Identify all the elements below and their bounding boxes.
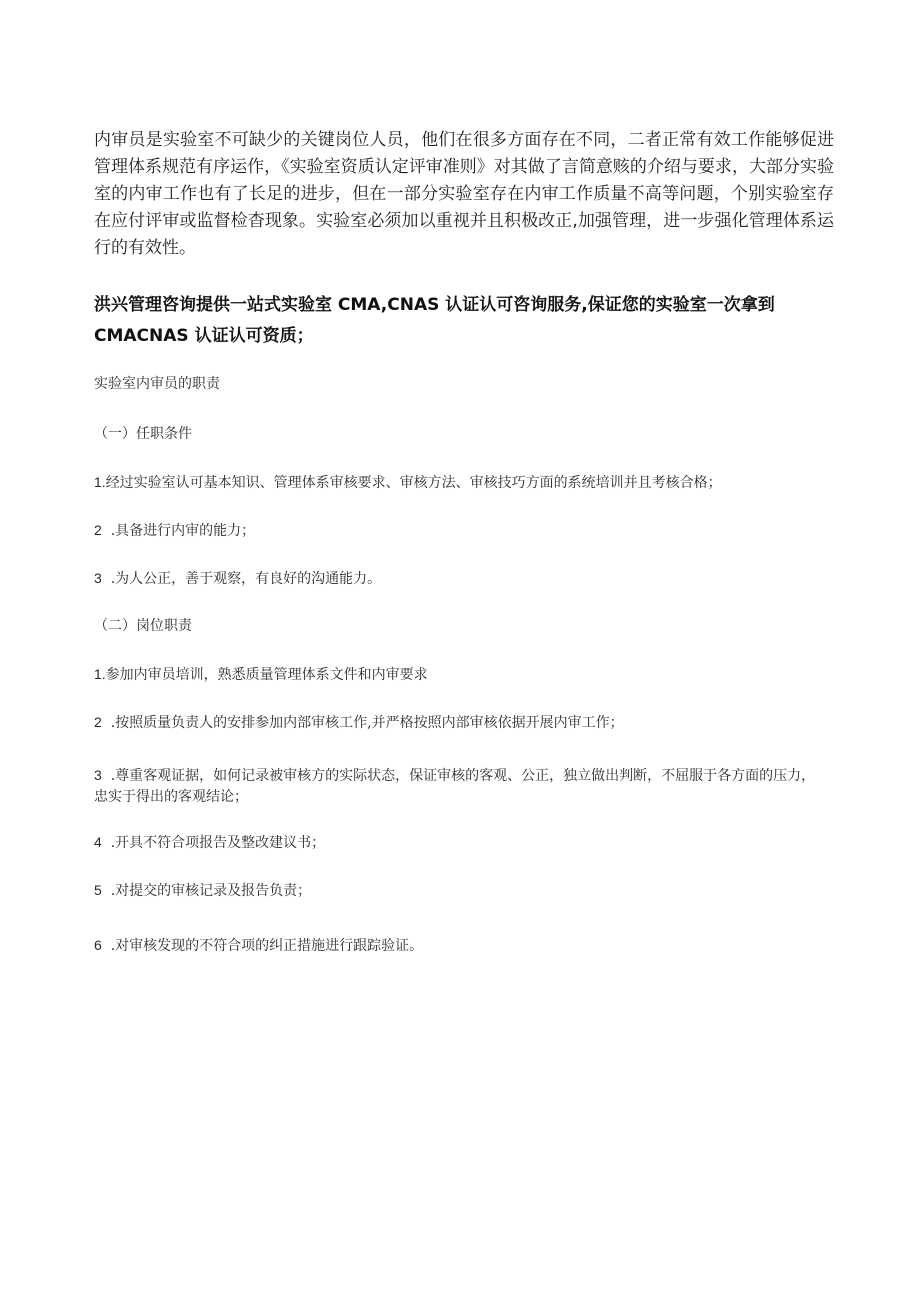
list-item	[94, 880, 824, 902]
item-text: 参加内审员培训，熟悉质量管理体系文件和内审要求	[105, 667, 428, 683]
list-item	[94, 765, 824, 808]
promo-paragraph: 洪兴管理咨询提供一站式实验室 CMA,CNAS 认证认可咨询服务,保证您的实验室一次拿到 CMACNAS 认证认可资质；	[94, 295, 775, 346]
item-text: .对审核发现的不符合项的纠正措施进行跟踪验证。	[110, 938, 424, 954]
item-number: 3	[94, 767, 102, 783]
item-text: .尊重客观证据，如何记录被审核方的实际状态，保证审核的客观、公正，独立做出判断，不屈服于各方面的压力，忠实于得出的客观结论；	[94, 768, 816, 805]
item-number: 6	[94, 937, 102, 953]
item-number: 3	[94, 570, 102, 586]
item-text: .为人公正，善于观察，有良好的沟通能力。	[110, 571, 382, 587]
section1-heading: （一）任职条件	[94, 426, 192, 442]
list-item	[94, 568, 824, 590]
list-item	[94, 520, 824, 542]
item-text: .具备进行内审的能力；	[110, 523, 256, 539]
item-text: .按照质量负责人的安排参加内部审核工作,并严格按照内部审核依据开展内审工作；	[110, 715, 624, 731]
list-item	[94, 472, 824, 494]
item-text: 经过实验室认可基本知识、管理体系审核要求、审核方法、审核技巧方面的系统培训并且考核合格；	[105, 475, 722, 491]
item-number: 2	[94, 714, 102, 730]
item-number: 2	[94, 522, 102, 538]
item-text: .开具不符合项报告及整改建议书；	[110, 835, 326, 851]
item-number: 5	[94, 882, 102, 898]
duties-title: 实验室内审员的职责	[94, 376, 220, 392]
item-number: 1.	[94, 474, 106, 490]
item-number: 1.	[94, 666, 106, 682]
section2-heading: （二）岗位职责	[94, 618, 192, 634]
item-text: .对提交的审核记录及报告负责；	[110, 883, 312, 899]
intro-paragraph: 内审员是实验室不可缺少的关键岗位人员，他们在很多方面存在不同，二者正常有效工作能够促进管理体系规范有序运作，《实验室资质认定评审准则》对其做了言简意赅的介绍与要求，大部分实验室的内审工作也有了长足的进步，但在一部分实验室存在内审工作质量不高等问题，个别实验室存在应付评审或监督检杳现象。实验室必须加以重视并且积极改正,加强管理，进一步强化管理体系运行的有效性。	[94, 130, 834, 258]
list-item	[94, 832, 824, 854]
list-item	[94, 664, 824, 686]
list-item	[94, 935, 824, 957]
item-number: 4	[94, 834, 102, 850]
list-item	[94, 712, 824, 734]
